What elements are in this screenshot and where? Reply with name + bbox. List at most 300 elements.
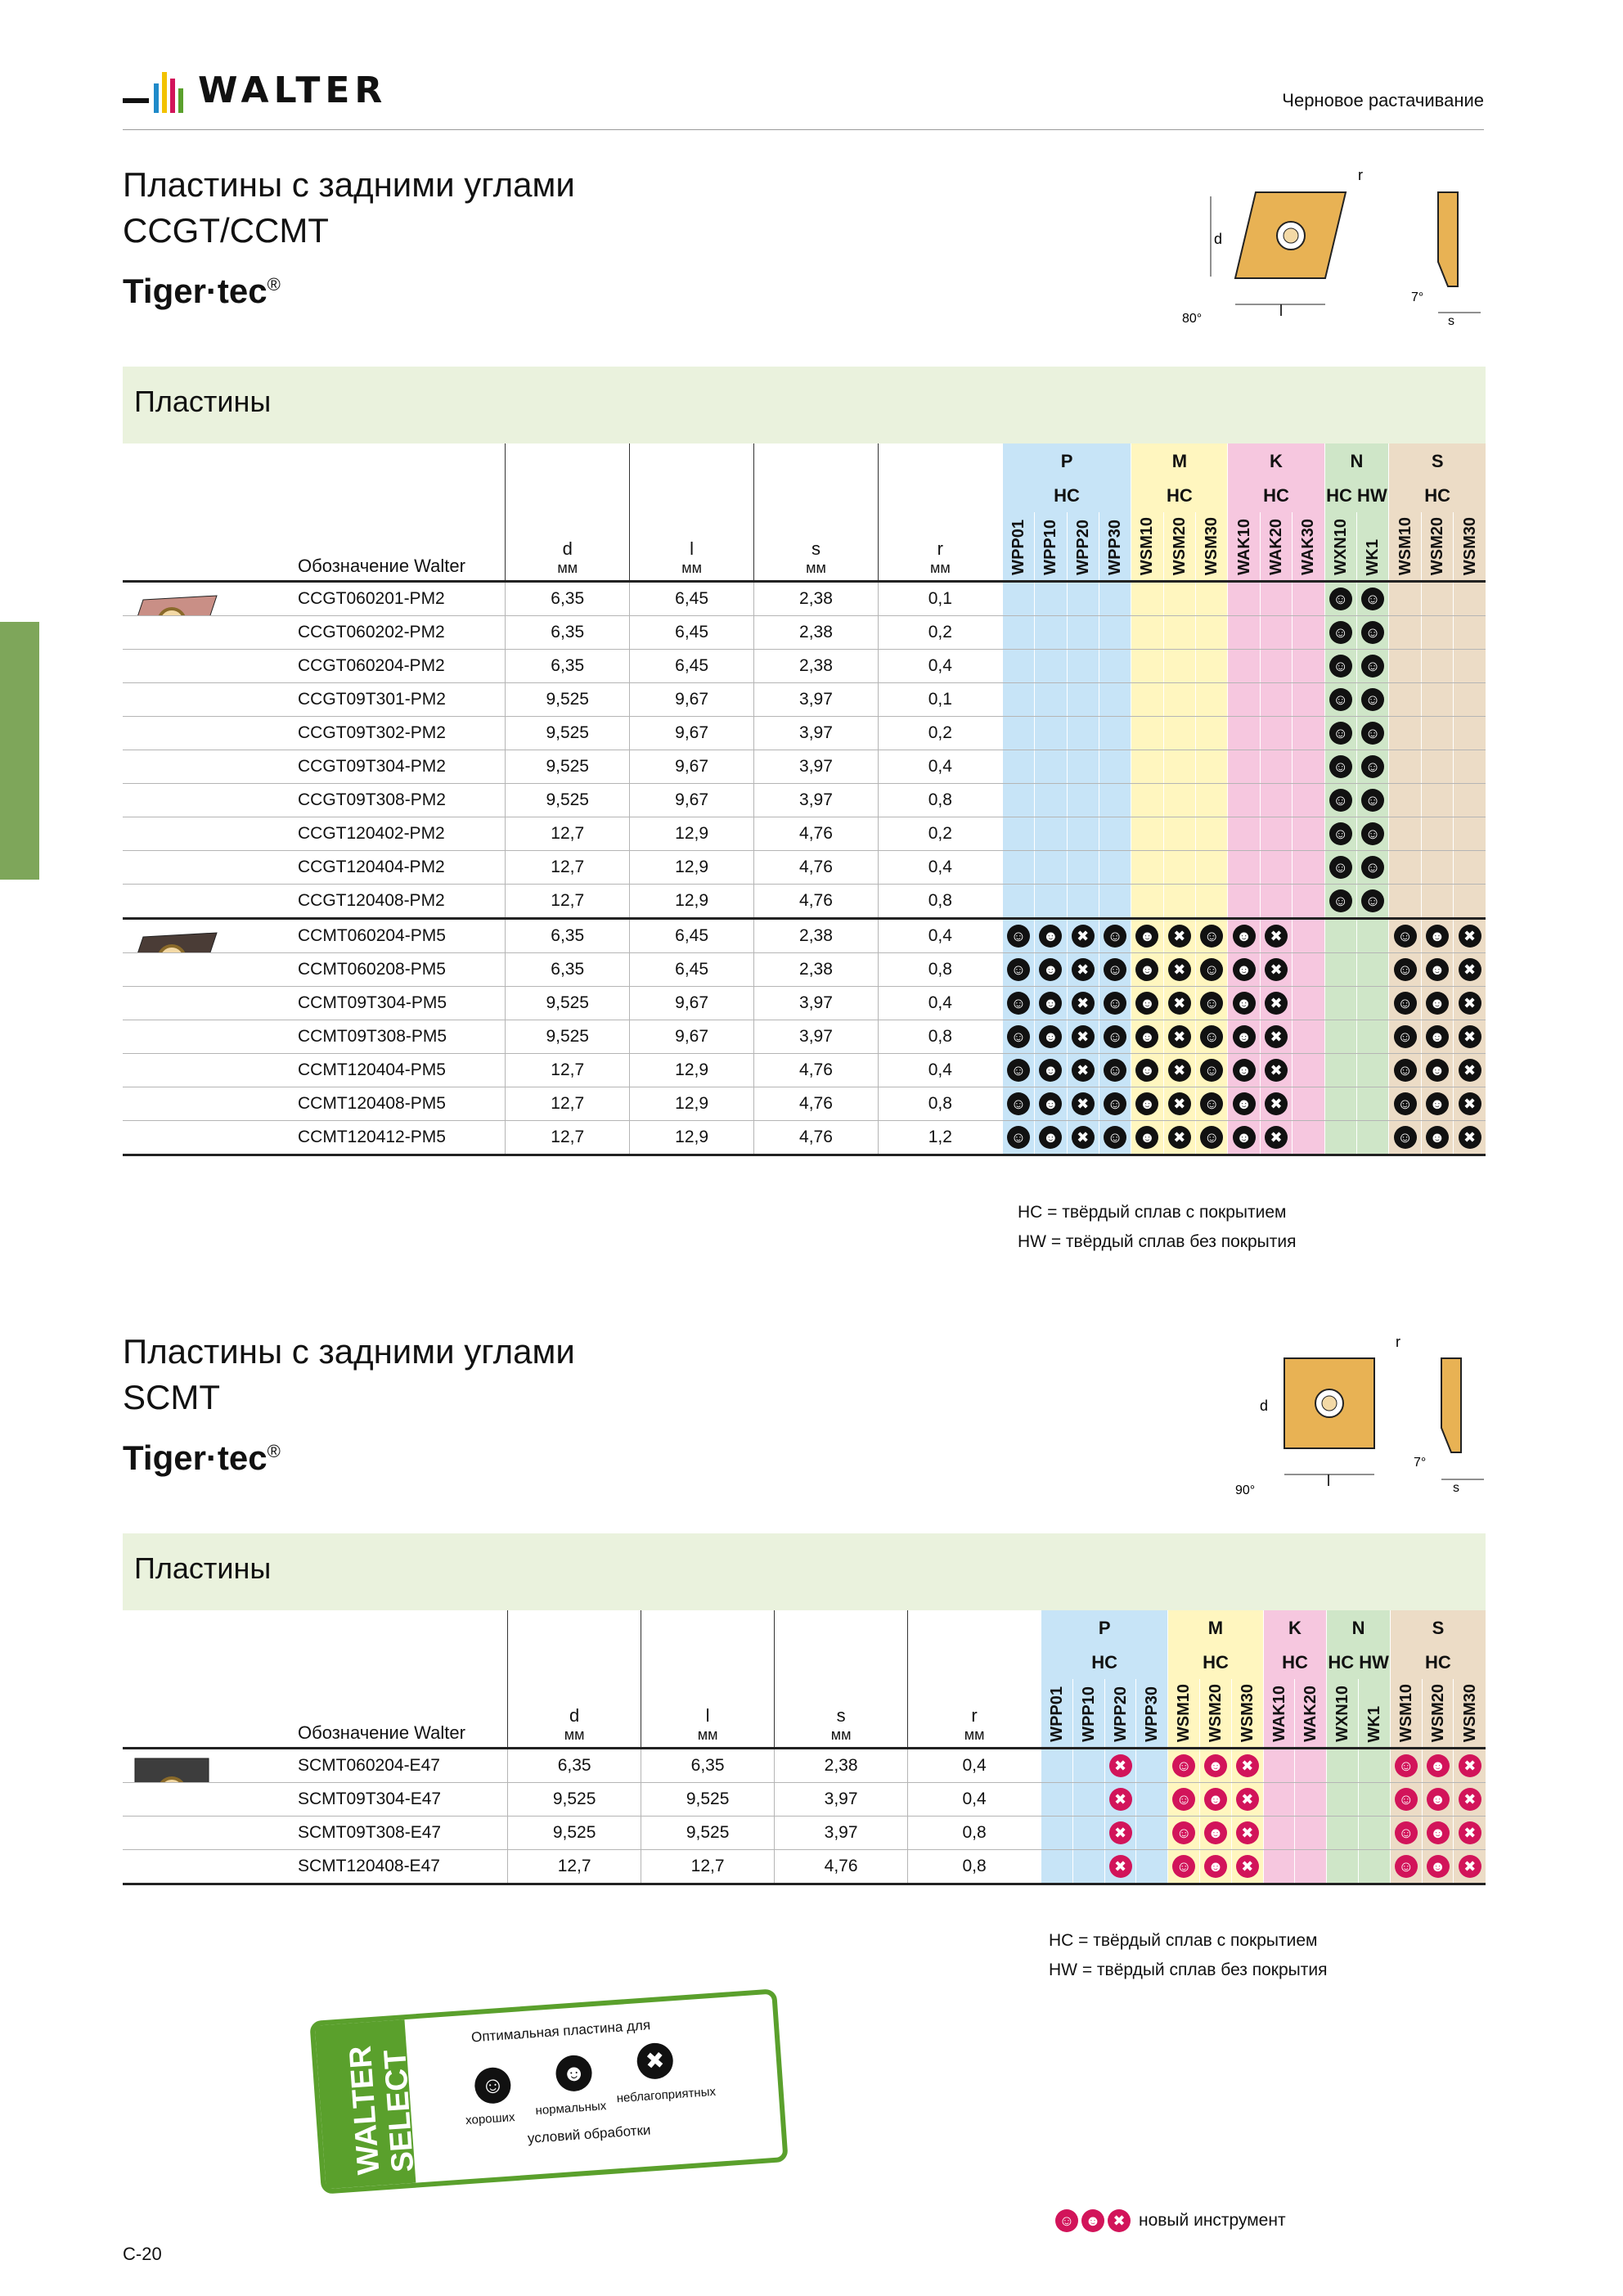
- good-icon: ☺: [1200, 1059, 1223, 1082]
- grade-cell: [1356, 1087, 1388, 1121]
- grade-cell: [1421, 987, 1453, 1020]
- grade-cell: [1035, 683, 1067, 717]
- group-sub-K: HC: [1228, 479, 1324, 512]
- grade-cell: [1072, 1749, 1104, 1783]
- grade-cell: [1293, 1087, 1324, 1121]
- grade-cell: [1131, 987, 1163, 1020]
- grade-cell: [1002, 817, 1034, 851]
- grade-cell: [1099, 616, 1131, 650]
- grade-cell: [1454, 616, 1486, 650]
- grade-cell: [1228, 650, 1260, 683]
- table-row: [123, 582, 1486, 616]
- diagram-l-label: l: [1279, 303, 1283, 319]
- grade-cell: [1196, 851, 1228, 885]
- cell-s: 4,76: [754, 1087, 879, 1121]
- normal-icon: ☻: [1426, 1025, 1449, 1048]
- good-icon: ☺: [1200, 1025, 1223, 1048]
- group-sub-M: HC: [1131, 479, 1228, 512]
- grade-cell: [1422, 1749, 1454, 1783]
- grade-cell: [1168, 1817, 1200, 1850]
- grade-cell: [1260, 851, 1292, 885]
- col-header-l: l мм: [641, 1610, 775, 1749]
- grade-cell: [1067, 750, 1099, 784]
- grade-cell: [1356, 750, 1388, 784]
- grade-cell: [1260, 616, 1292, 650]
- good-icon: ☺: [1394, 925, 1417, 948]
- insert-code: CCGT120408-PM2: [123, 885, 506, 919]
- grade-cell: [1324, 582, 1356, 616]
- normal-icon: ☻: [1135, 1092, 1158, 1115]
- select-good-icon: ☺: [474, 2066, 512, 2105]
- cell-r: 0,2: [878, 717, 1002, 750]
- grade-cell: [1324, 683, 1356, 717]
- grade-cell: [1067, 987, 1099, 1020]
- grade-cell: [1389, 1020, 1421, 1054]
- group-M: M: [1168, 1610, 1263, 1646]
- cell-d: 12,7: [506, 1087, 630, 1121]
- grade-cell: [1356, 987, 1388, 1020]
- grade-cell: [1293, 683, 1324, 717]
- grade-cell: [1327, 1817, 1359, 1850]
- cell-r: 0,1: [878, 683, 1002, 717]
- select-good-label: хороших: [465, 2110, 515, 2128]
- grade-cell: [1324, 1121, 1356, 1155]
- new-normal-icon: ☻: [1427, 1788, 1450, 1811]
- diagram2-d-label: d: [1260, 1398, 1269, 1414]
- cell-s: 4,76: [754, 885, 879, 919]
- grade-cell: [1200, 1817, 1232, 1850]
- grade-cell: [1454, 582, 1486, 616]
- walter-select-box: [309, 1988, 788, 2194]
- grade-cell: [1196, 750, 1228, 784]
- table-row: [123, 784, 1486, 817]
- grade-cell: [1035, 851, 1067, 885]
- grade-label: WSM30: [1460, 1684, 1479, 1743]
- grade-cell: [1196, 582, 1228, 616]
- col-header-d: d мм: [506, 443, 630, 582]
- grade-cell: [1067, 784, 1099, 817]
- grade-label: WK1: [1364, 538, 1382, 576]
- good-icon: ☺: [1394, 1059, 1417, 1082]
- insert-code: CCGT09T301-PM2: [123, 683, 506, 717]
- bad-icon: ✖: [1072, 992, 1095, 1015]
- cell-s: 3,97: [754, 717, 879, 750]
- good-icon: ☺: [1329, 722, 1352, 745]
- grade-cell: [1454, 1054, 1486, 1087]
- cell-r: 0,4: [878, 1054, 1002, 1087]
- grade-cell: [1359, 1850, 1391, 1884]
- table-row: [123, 750, 1486, 784]
- grade-cell: [1421, 851, 1453, 885]
- grade-cell: [1196, 885, 1228, 919]
- table-row: [123, 1054, 1486, 1087]
- grade-cell: [1035, 717, 1067, 750]
- bad-icon: ✖: [1168, 1059, 1191, 1082]
- cell-d: 6,35: [506, 582, 630, 616]
- table-row: [123, 987, 1486, 1020]
- grade-label: WAK10: [1270, 1686, 1288, 1743]
- grade-cell: [1260, 1121, 1292, 1155]
- col-header-d: d мм: [508, 1610, 641, 1749]
- bad-icon: ✖: [1265, 1059, 1288, 1082]
- new-normal-icon: ☻: [1204, 1754, 1227, 1777]
- grade-cell: [1327, 1783, 1359, 1817]
- grade-cell: [1099, 582, 1131, 616]
- cell-r: 0,4: [878, 851, 1002, 885]
- grade-label: WSM20: [1170, 517, 1189, 576]
- table-row: [123, 1121, 1486, 1155]
- grade-cell: [1324, 987, 1356, 1020]
- cell-s: 4,76: [754, 1121, 879, 1155]
- grade-cell: [1389, 1121, 1421, 1155]
- grade-cell: [1099, 750, 1131, 784]
- group-sub-P: HC: [1041, 1646, 1168, 1679]
- grade-cell: [1263, 1850, 1295, 1884]
- good-icon: ☺: [1007, 958, 1030, 981]
- grade-cell: [1295, 1817, 1327, 1850]
- cell-s: 2,38: [754, 582, 879, 616]
- grade-cell: [1293, 851, 1324, 885]
- diagram2-r-label: r: [1396, 1334, 1400, 1350]
- insert-code: CCGT120402-PM2: [123, 817, 506, 851]
- section1-note-hc: HC = твёрдый сплав с покрытием: [1018, 1203, 1287, 1222]
- cell-l: 12,9: [630, 885, 754, 919]
- grade-cell: [1389, 953, 1421, 987]
- grade-cell: [1131, 683, 1163, 717]
- good-icon: ☺: [1361, 755, 1384, 778]
- grade-cell: [1327, 1749, 1359, 1783]
- new-good-icon: ☺: [1395, 1754, 1418, 1777]
- table-row: [123, 1817, 1486, 1850]
- good-icon: ☺: [1329, 588, 1352, 610]
- diagram-s-label: s: [1448, 314, 1454, 327]
- cell-s: 4,76: [754, 1054, 879, 1087]
- cell-l: 12,9: [630, 1121, 754, 1155]
- new-good-icon: ☺: [1172, 1821, 1195, 1844]
- grade-cell: [1163, 817, 1195, 851]
- grade-cell: [1295, 1783, 1327, 1817]
- insert-code: CCMT120412-PM5: [123, 1121, 506, 1155]
- grade-cell: [1422, 1817, 1454, 1850]
- insert-code: CCGT120404-PM2: [123, 851, 506, 885]
- insert-photo: [123, 925, 221, 953]
- good-icon: ☺: [1394, 992, 1417, 1015]
- section2-title: Пластины с задними углами: [123, 1332, 575, 1371]
- insert-code: CCGT060204-PM2: [123, 650, 506, 683]
- good-icon: ☺: [1329, 755, 1352, 778]
- grade-cell: [1002, 987, 1034, 1020]
- grade-cell: [1228, 953, 1260, 987]
- grade-label: WSM20: [1428, 1684, 1447, 1743]
- table-row: [123, 1087, 1486, 1121]
- grade-cell: [1168, 1783, 1200, 1817]
- table-row: [123, 851, 1486, 885]
- grade-label: WPP20: [1073, 520, 1092, 576]
- grade-cell: [1454, 1783, 1486, 1817]
- grade-cell: [1356, 1121, 1388, 1155]
- grade-cell: [1196, 1020, 1228, 1054]
- cell-d: 6,35: [508, 1749, 641, 1783]
- grade-cell: [1041, 1749, 1073, 1783]
- cell-l: 9,67: [630, 987, 754, 1020]
- grade-cell: [1390, 1783, 1422, 1817]
- new-bad-icon: ✖: [1236, 1788, 1259, 1811]
- normal-icon: ☻: [1039, 1092, 1062, 1115]
- grade-cell: [1324, 919, 1356, 953]
- section2-band: Пластины: [123, 1533, 1486, 1610]
- good-icon: ☺: [1361, 889, 1384, 912]
- grade-label: WSM10: [1396, 1684, 1415, 1743]
- grade-cell: [1228, 851, 1260, 885]
- grade-cell: [1356, 683, 1388, 717]
- bad-icon: ✖: [1072, 1092, 1095, 1115]
- normal-icon: ☻: [1426, 925, 1449, 948]
- grade-cell: [1421, 683, 1453, 717]
- grade-cell: [1002, 1054, 1034, 1087]
- section2-note-hw: HW = твёрдый сплав без покрытия: [1049, 1961, 1328, 1979]
- grade-cell: [1035, 817, 1067, 851]
- grade-cell: [1390, 1850, 1422, 1884]
- insert-code: CCGT09T302-PM2: [123, 717, 506, 750]
- cell-s: 3,97: [775, 1783, 908, 1817]
- new-tool-legend: [1055, 2209, 1286, 2232]
- diagram-clearance-label: 7°: [1411, 290, 1424, 304]
- table-row: [123, 683, 1486, 717]
- walter-logo: [123, 65, 387, 115]
- cell-r: 0,4: [878, 987, 1002, 1020]
- table-row: [123, 919, 1486, 953]
- grade-cell: [1421, 750, 1453, 784]
- grade-cell: [1131, 1054, 1163, 1087]
- group-N: N: [1324, 443, 1389, 479]
- cell-l: 12,9: [630, 851, 754, 885]
- grade-cell: [1163, 1054, 1195, 1087]
- grade-cell: [1002, 683, 1034, 717]
- cell-s: 3,97: [754, 1020, 879, 1054]
- grade-cell: [1131, 1020, 1163, 1054]
- grade-cell: [1293, 784, 1324, 817]
- col-header-s: s мм: [775, 1610, 908, 1749]
- grade-cell: [1067, 717, 1099, 750]
- grade-cell: [1041, 1817, 1073, 1850]
- grade-cell: [1163, 851, 1195, 885]
- grade-label: WSM10: [1396, 517, 1414, 576]
- grade-cell: [1163, 582, 1195, 616]
- grade-cell: [1163, 750, 1195, 784]
- grade-cell: [1163, 885, 1195, 919]
- cell-d: 6,35: [506, 919, 630, 953]
- group-K: K: [1228, 443, 1324, 479]
- cell-s: 2,38: [775, 1749, 908, 1783]
- select-bad-icon: ✖: [636, 2042, 674, 2080]
- grade-cell: [1293, 650, 1324, 683]
- grade-cell: [1131, 616, 1163, 650]
- grade-cell: [1390, 1817, 1422, 1850]
- group-sub-N: HC HW: [1324, 479, 1389, 512]
- normal-icon: ☻: [1039, 958, 1062, 981]
- cell-r: 0,8: [878, 784, 1002, 817]
- bad-icon: ✖: [1459, 1059, 1481, 1082]
- grade-cell: [1131, 717, 1163, 750]
- grade-cell: [1356, 953, 1388, 987]
- normal-icon: ☻: [1039, 1025, 1062, 1048]
- grade-cell: [1163, 919, 1195, 953]
- cell-s: 3,97: [775, 1817, 908, 1850]
- grade-cell: [1196, 987, 1228, 1020]
- section2-subtitle: SCMT: [123, 1378, 220, 1416]
- cell-l: 9,67: [630, 717, 754, 750]
- group-P: P: [1041, 1610, 1168, 1646]
- table-row: [123, 885, 1486, 919]
- grade-label: WSM20: [1206, 1684, 1225, 1743]
- grade-cell: [1421, 1121, 1453, 1155]
- grade-cell: [1196, 953, 1228, 987]
- grade-cell: [1104, 1749, 1136, 1783]
- section2-note-hc: HC = твёрдый сплав с покрытием: [1049, 1931, 1318, 1950]
- grade-label: WPP01: [1009, 520, 1027, 576]
- grade-cell: [1454, 817, 1486, 851]
- grade-cell: [1196, 784, 1228, 817]
- table-row: [123, 650, 1486, 683]
- new-bad-icon: ✖: [1459, 1855, 1481, 1878]
- new-bad-icon: ✖: [1108, 2209, 1131, 2232]
- bad-icon: ✖: [1459, 1092, 1481, 1115]
- grade-cell: [1389, 784, 1421, 817]
- good-icon: ☺: [1329, 621, 1352, 644]
- grade-cell: [1002, 784, 1034, 817]
- new-bad-icon: ✖: [1459, 1788, 1481, 1811]
- grade-cell: [1324, 717, 1356, 750]
- normal-icon: ☻: [1426, 1126, 1449, 1149]
- grade-cell: [1196, 1121, 1228, 1155]
- grade-cell: [1200, 1783, 1232, 1817]
- grade-label: WPP10: [1079, 1686, 1098, 1743]
- grade-cell: [1163, 1020, 1195, 1054]
- cell-l: 6,45: [630, 650, 754, 683]
- grade-cell: [1454, 1817, 1486, 1850]
- logo-text: WALTER: [198, 69, 388, 111]
- grade-cell: [1454, 1121, 1486, 1155]
- table-row: [123, 1783, 1486, 1817]
- table-row: [123, 1020, 1486, 1054]
- grade-cell: [1356, 1054, 1388, 1087]
- scmt-dimension-diagram: [1227, 1334, 1489, 1497]
- grade-cell: [1359, 1817, 1391, 1850]
- cell-d: 6,35: [506, 953, 630, 987]
- grade-label: WXN10: [1333, 1686, 1352, 1743]
- grade-cell: [1454, 717, 1486, 750]
- good-icon: ☺: [1361, 789, 1384, 812]
- bad-icon: ✖: [1168, 1126, 1191, 1149]
- grade-cell: [1067, 851, 1099, 885]
- grade-cell: [1131, 817, 1163, 851]
- new-normal-icon: ☻: [1427, 1754, 1450, 1777]
- grade-cell: [1356, 784, 1388, 817]
- grade-cell: [1293, 919, 1324, 953]
- good-icon: ☺: [1007, 925, 1030, 948]
- grade-cell: [1002, 1121, 1034, 1155]
- grade-cell: [1163, 717, 1195, 750]
- grade-cell: [1067, 582, 1099, 616]
- grade-cell: [1389, 1087, 1421, 1121]
- grade-cell: [1421, 1087, 1453, 1121]
- grade-cell: [1163, 953, 1195, 987]
- group-sub-S: HC: [1390, 1646, 1486, 1679]
- grade-cell: [1260, 1054, 1292, 1087]
- section1-brand: Tiger·tec®: [123, 272, 281, 310]
- cell-r: 0,8: [878, 1020, 1002, 1054]
- good-icon: ☺: [1361, 722, 1384, 745]
- grade-cell: [1260, 817, 1292, 851]
- new-good-icon: ☺: [1055, 2209, 1078, 2232]
- select-line2: условий обработки: [527, 2122, 652, 2146]
- normal-icon: ☻: [1233, 958, 1256, 981]
- new-bad-icon: ✖: [1109, 1754, 1132, 1777]
- grade-label: WAK20: [1266, 519, 1285, 576]
- grade-cell: [1196, 919, 1228, 953]
- bad-icon: ✖: [1072, 925, 1095, 948]
- cell-l: 6,45: [630, 582, 754, 616]
- grade-label: WSM30: [1203, 517, 1221, 576]
- normal-icon: ☻: [1039, 992, 1062, 1015]
- grade-label: WSM30: [1460, 517, 1479, 576]
- group-K: K: [1263, 1610, 1327, 1646]
- grade-cell: [1228, 1087, 1260, 1121]
- grade-cell: [1228, 885, 1260, 919]
- select-line1: Оптимальная пластина для: [470, 2017, 651, 2046]
- new-normal-icon: ☻: [1081, 2209, 1104, 2232]
- insert-photo: [123, 1754, 221, 1783]
- grade-cell: [1099, 987, 1131, 1020]
- grade-label: WAK10: [1234, 519, 1253, 576]
- grade-cell: [1035, 987, 1067, 1020]
- new-good-icon: ☺: [1172, 1754, 1195, 1777]
- grade-label: WPP30: [1143, 1686, 1162, 1743]
- normal-icon: ☻: [1233, 1126, 1256, 1149]
- grade-cell: [1324, 851, 1356, 885]
- new-good-icon: ☺: [1172, 1855, 1195, 1878]
- good-icon: ☺: [1104, 992, 1126, 1015]
- cell-d: 12,7: [508, 1850, 641, 1884]
- grade-cell: [1131, 750, 1163, 784]
- grade-cell: [1196, 616, 1228, 650]
- grade-cell: [1421, 885, 1453, 919]
- section1-table: [123, 443, 1486, 1156]
- cell-d: 6,35: [506, 616, 630, 650]
- cell-l: 6,45: [630, 616, 754, 650]
- select-normal-label: нормальных: [535, 2099, 607, 2118]
- grade-cell: [1104, 1850, 1136, 1884]
- insert-code: CCMT09T304-PM5: [123, 987, 506, 1020]
- grade-cell: [1260, 1087, 1292, 1121]
- grade-cell: [1067, 1121, 1099, 1155]
- good-icon: ☺: [1329, 655, 1352, 678]
- group-sub-K: HC: [1263, 1646, 1327, 1679]
- cell-r: 0,1: [878, 582, 1002, 616]
- group-S: S: [1390, 1610, 1486, 1646]
- good-icon: ☺: [1007, 992, 1030, 1015]
- new-normal-icon: ☻: [1427, 1855, 1450, 1878]
- cell-l: 12,9: [630, 1054, 754, 1087]
- grade-cell: [1002, 851, 1034, 885]
- cell-s: 3,97: [754, 784, 879, 817]
- good-icon: ☺: [1361, 588, 1384, 610]
- bad-icon: ✖: [1265, 925, 1288, 948]
- col-header-label: Обозначение Walter: [123, 1610, 508, 1749]
- group-sub-S: HC: [1389, 479, 1486, 512]
- grade-cell: [1260, 953, 1292, 987]
- grade-cell: [1131, 953, 1163, 987]
